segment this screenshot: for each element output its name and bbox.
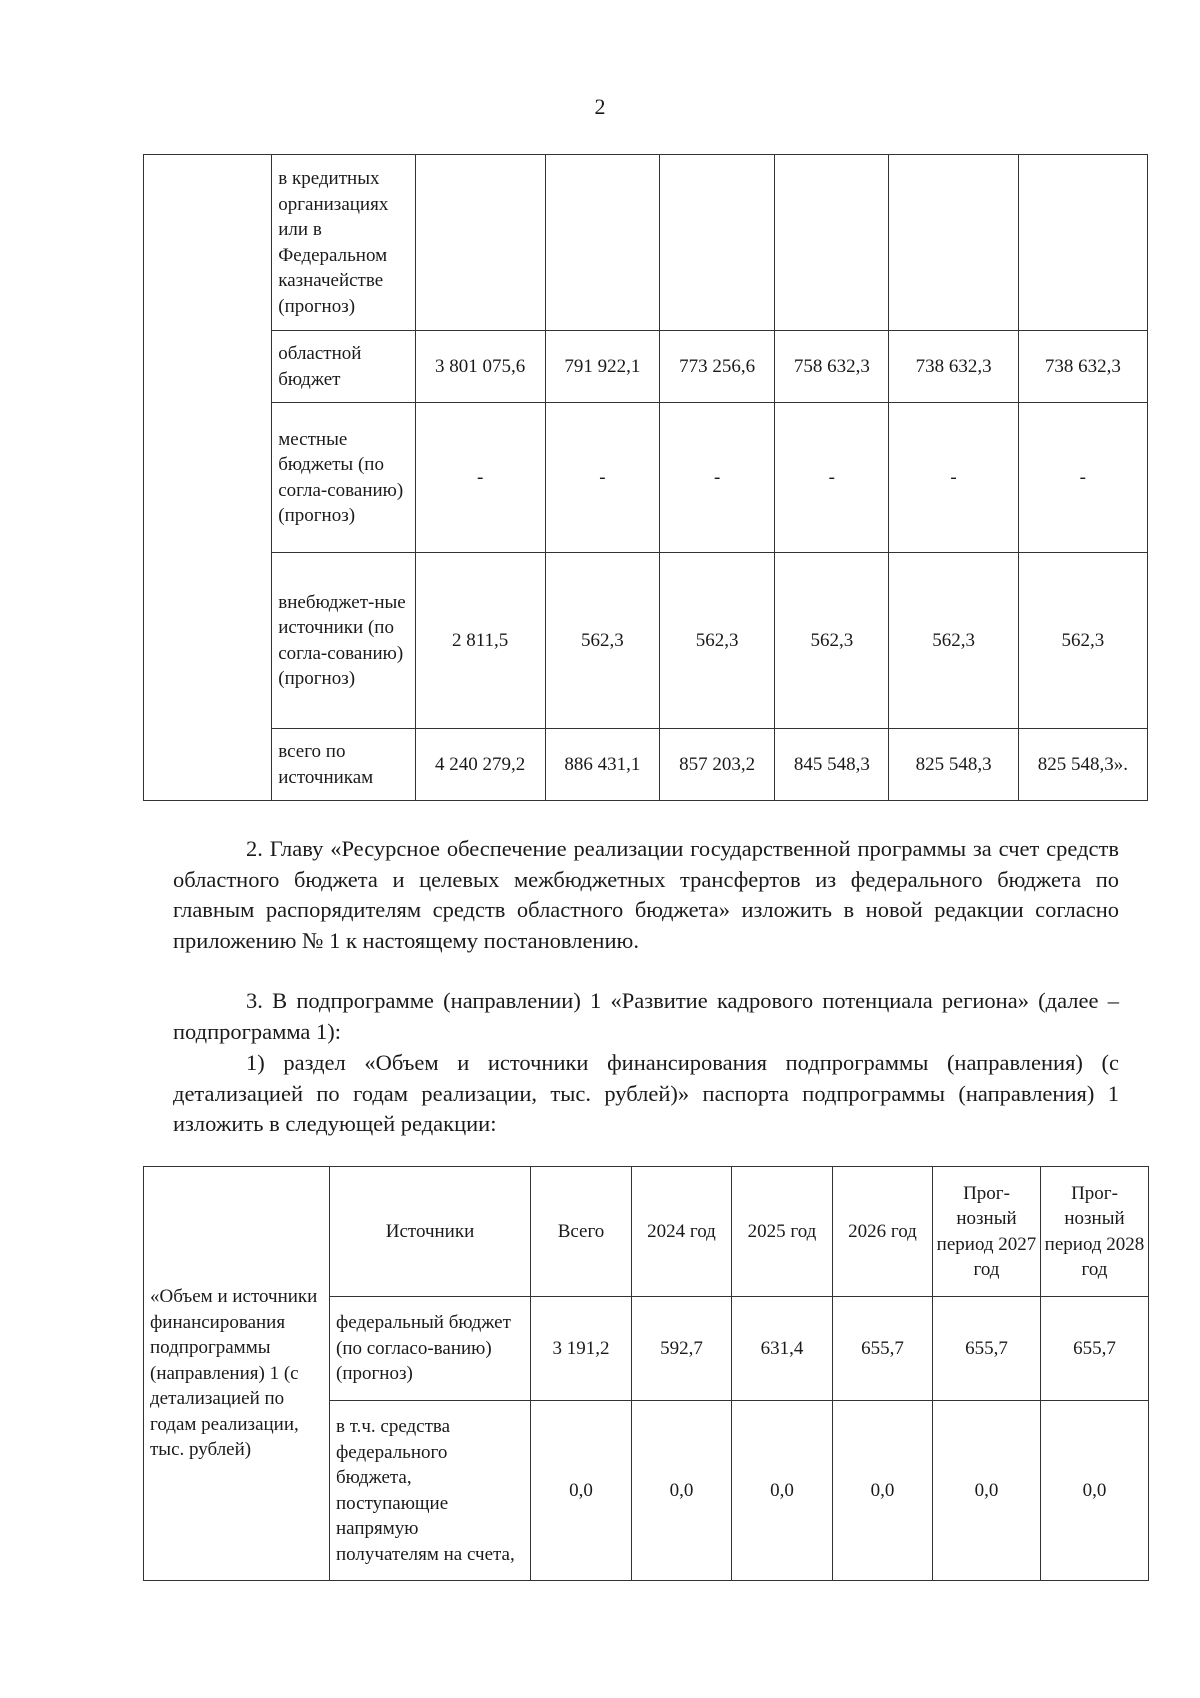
value-2026: 655,7 (833, 1297, 933, 1401)
value-total: 2 811,5 (415, 553, 545, 729)
header-2026: 2026 год (833, 1167, 933, 1297)
value-total: 3 801 075,6 (415, 331, 545, 403)
value-total: 0,0 (531, 1401, 632, 1581)
value-2024: 886 431,1 (545, 729, 659, 801)
value-2025: 773 256,6 (660, 331, 775, 403)
value-2027: - (889, 403, 1018, 553)
value-2028: 825 548,3». (1018, 729, 1147, 801)
paragraph-3: 3. В подпрограмме (направлении) 1 «Развитие кадрового потенциала региона» (далее – подпрограмма 1): (173, 988, 1119, 1044)
paragraph-4: 1) раздел «Объем и источники финансирования подпрограммы (направления) (с детализацией по годам реализации, тыс. рублей)» паспорта подпрограммы (направления) 1 изложить в следующей редакции: (173, 1050, 1119, 1136)
value-2028: 738 632,3 (1018, 331, 1147, 403)
section-label-cell: «Объем и источники финансирования подпрограммы (направления) 1 (с детализацией по годам реализации, тыс. рублей) (144, 1167, 330, 1581)
value-2025: 0,0 (732, 1401, 833, 1581)
header-total: Всего (531, 1167, 632, 1297)
value-2025: 857 203,2 (660, 729, 775, 801)
value-2024: - (545, 403, 659, 553)
header-2025: 2025 год (732, 1167, 833, 1297)
row-label: областной бюджет (272, 331, 415, 403)
value-2025 (660, 155, 775, 331)
value-2026: 845 548,3 (775, 729, 889, 801)
value-2027: 738 632,3 (889, 331, 1018, 403)
table-row (144, 155, 1148, 331)
value-2027: 655,7 (933, 1297, 1041, 1401)
value-2026: - (775, 403, 889, 553)
value-2025: 631,4 (732, 1297, 833, 1401)
header-2027: Прог-нозный период 2027 год (933, 1167, 1041, 1297)
table-row (144, 403, 1148, 553)
value-total: 4 240 279,2 (415, 729, 545, 801)
value-2024: 0,0 (632, 1401, 732, 1581)
value-2026 (775, 155, 889, 331)
row-label: в кредитных организациях или в Федеральном казначействе (прогноз) (272, 155, 415, 331)
value-2024: 592,7 (632, 1297, 732, 1401)
value-2024 (545, 155, 659, 331)
header-2024: 2024 год (632, 1167, 732, 1297)
value-2028: - (1018, 403, 1147, 553)
subprogram-funding-table (143, 1166, 1149, 1581)
value-total: 3 191,2 (531, 1297, 632, 1401)
table-row (144, 729, 1148, 801)
value-2026: 0,0 (833, 1401, 933, 1581)
value-2024: 791 922,1 (545, 331, 659, 403)
paragraph-2: 2. Главу «Ресурсное обеспечение реализации государственной программы за счет средств областного бюджета и целевых межбюджетных трансфертов из федерального бюджета по главным распорядителям средств областного бюджета» изложить в новой редакции согласно приложению № 1 к настоящему постановлению. (173, 836, 1119, 953)
row-label: внебюджет-ные источники (по согла-сованию) (прогноз) (272, 553, 415, 729)
value-2028: 562,3 (1018, 553, 1147, 729)
value-2027: 0,0 (933, 1401, 1041, 1581)
value-2027: 562,3 (889, 553, 1018, 729)
value-2025: - (660, 403, 775, 553)
header-2028: Прог-нозный период 2028 год (1041, 1167, 1149, 1297)
row-label: федеральный бюджет (по согласо-ванию) (прогноз) (330, 1297, 531, 1401)
header-sources: Источники (330, 1167, 531, 1297)
value-2028: 0,0 (1041, 1401, 1149, 1581)
section-label-cell (144, 155, 272, 801)
row-label: всего по источникам (272, 729, 415, 801)
table-header-row (144, 1167, 1149, 1297)
value-total: - (415, 403, 545, 553)
value-2024: 562,3 (545, 553, 659, 729)
value-2025: 562,3 (660, 553, 775, 729)
value-2026: 758 632,3 (775, 331, 889, 403)
value-2027 (889, 155, 1018, 331)
value-2026: 562,3 (775, 553, 889, 729)
value-2028 (1018, 155, 1147, 331)
table-row (144, 331, 1148, 403)
row-label: местные бюджеты (по согла-сованию) (прогноз) (272, 403, 415, 553)
value-total (415, 155, 545, 331)
row-label: в т.ч. средства федерального бюджета, поступающие напрямую получателям на счета, (330, 1401, 531, 1581)
page-number: 2 (594, 94, 606, 119)
value-2027: 825 548,3 (889, 729, 1018, 801)
table-row (144, 553, 1148, 729)
value-2028: 655,7 (1041, 1297, 1149, 1401)
funding-table-continued (143, 154, 1148, 801)
